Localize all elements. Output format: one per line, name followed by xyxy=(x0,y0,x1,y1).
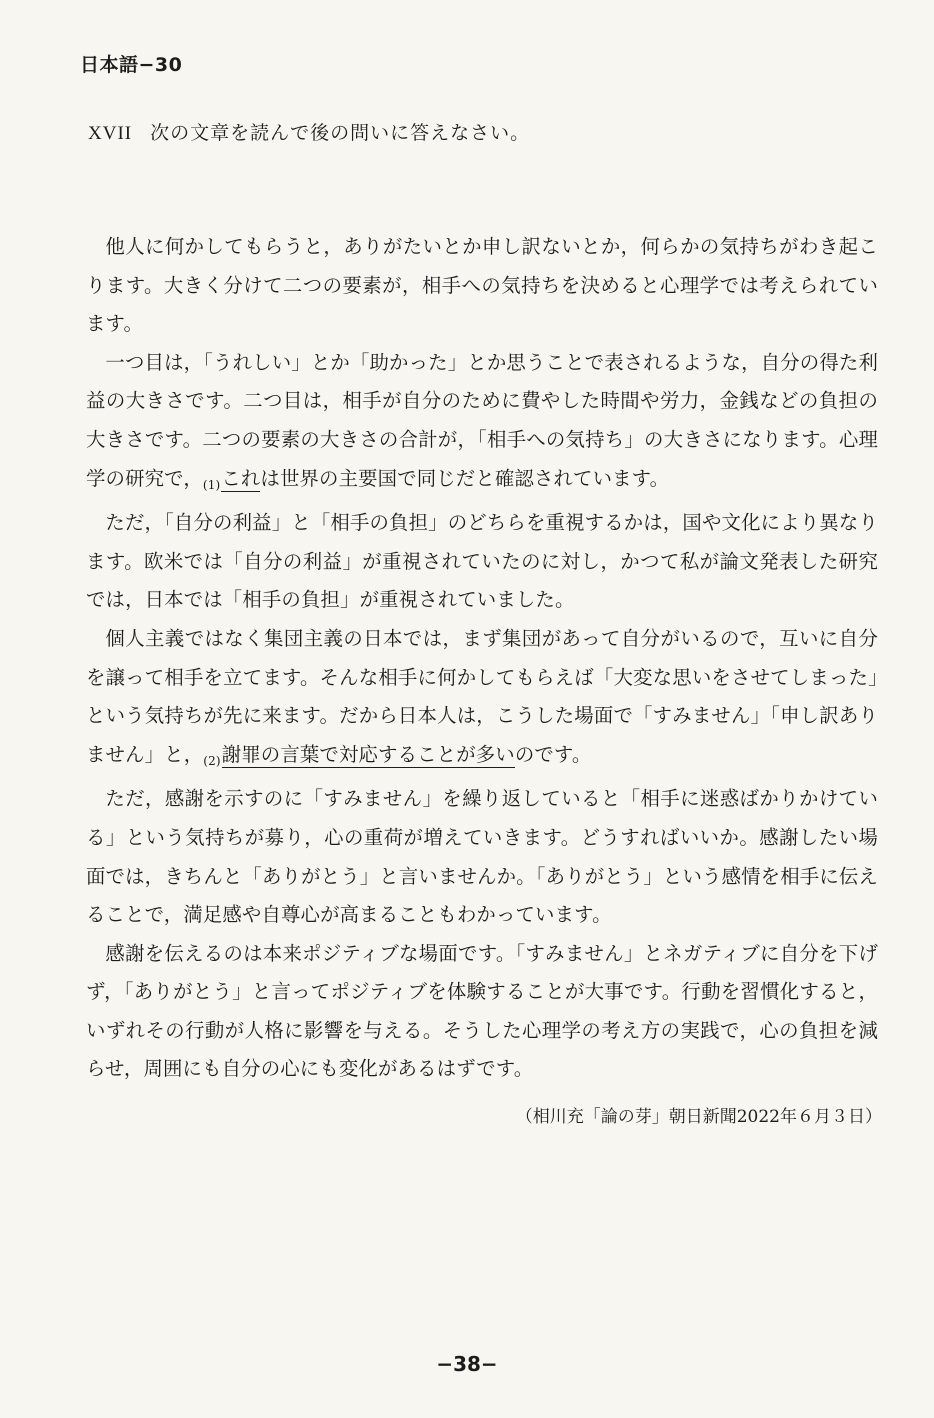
paragraph-4-text: 個人主義ではなく集団主義の日本では，まず集団があって自分がいるので，互いに自分を譲って相手を立てます。そんな相手に何かしてもらえば「大変な思いをさせてしまった」という気持ちが先に来ます。だから日本人は，こうした場面で「すみません」「申し訳ありません」と， xyxy=(86,626,878,766)
passage xyxy=(86,228,878,1089)
paragraph-4-after: のです。 xyxy=(514,742,592,766)
underline-marker-2: (2) xyxy=(203,753,221,768)
paragraph-5: ただ，感謝を示すのに「すみません」を繰り返していると「相手に迷惑ばかりかけている」という気持ちが募り，心の重荷が増えていきます。どうすればいいか。感謝したい場面では，きちんと「ありがとう」と言いませんか。「ありがとう」という感情を相手に伝えることで，満足感や自尊心が高まることもわかっています。 xyxy=(86,787,878,927)
paragraph-3: ただ，「自分の利益」と「相手の負担」のどちらを重視するかは，国や文化により異なります。欧米では「自分の利益」が重視されていたのに対し，かつて私が論文発表した研究では，日本では「相手の負担」が重視されていました。 xyxy=(86,511,878,612)
question-heading xyxy=(88,118,530,145)
underline-marker-1: (1) xyxy=(202,477,221,492)
paragraph-4 xyxy=(86,620,878,780)
section-label: 日本語−30 xyxy=(80,54,183,76)
paragraph-6: 感謝を伝えるのは本来ポジティブな場面です。「すみません」とネガティブに自分を下げず，「ありがとう」と言ってポジティブを体験することが大事です。行動を習慣化すると，いずれその行動が人格に影響を与える。そうした心理学の考え方の実践で，心の負担を減らせ，周囲にも自分の心にも変化があるはずです。 xyxy=(86,941,878,1081)
paragraph-2-text: 一つ目は，「うれしい」とか「助かった」とか思うことで表されるような，自分の得た利益の大きさです。二つ目は，相手が自分のために費やした時間や労力，金銭などの負担の大きさです。二つの要素の大きさの合計が，「相手への気持ち」の大きさになります。心理学の研究で， xyxy=(86,350,878,490)
paragraph-2-after: は世界の主要国で同じだと確認されています。 xyxy=(260,466,670,490)
question-instruction: 次の文章を読んで後の問いに答えなさい。 xyxy=(150,122,531,144)
question-number: XVII xyxy=(88,123,133,144)
source-citation: （相川充「論の芽」朝日新聞2022年６月３日） xyxy=(515,1107,882,1127)
underlined-phrase-2: 謝罪の言葉で対応することが多い xyxy=(221,742,515,766)
underlined-phrase-1: これ xyxy=(221,466,261,490)
page-number: −38− xyxy=(436,1352,498,1376)
paragraph-2 xyxy=(86,344,878,504)
paragraph-1: 他人に何かしてもらうと，ありがたいとか申し訳ないとか，何らかの気持ちがわき起こります。大きく分けて二つの要素が，相手への気持ちを決めると心理学では考えられています。 xyxy=(86,235,878,336)
